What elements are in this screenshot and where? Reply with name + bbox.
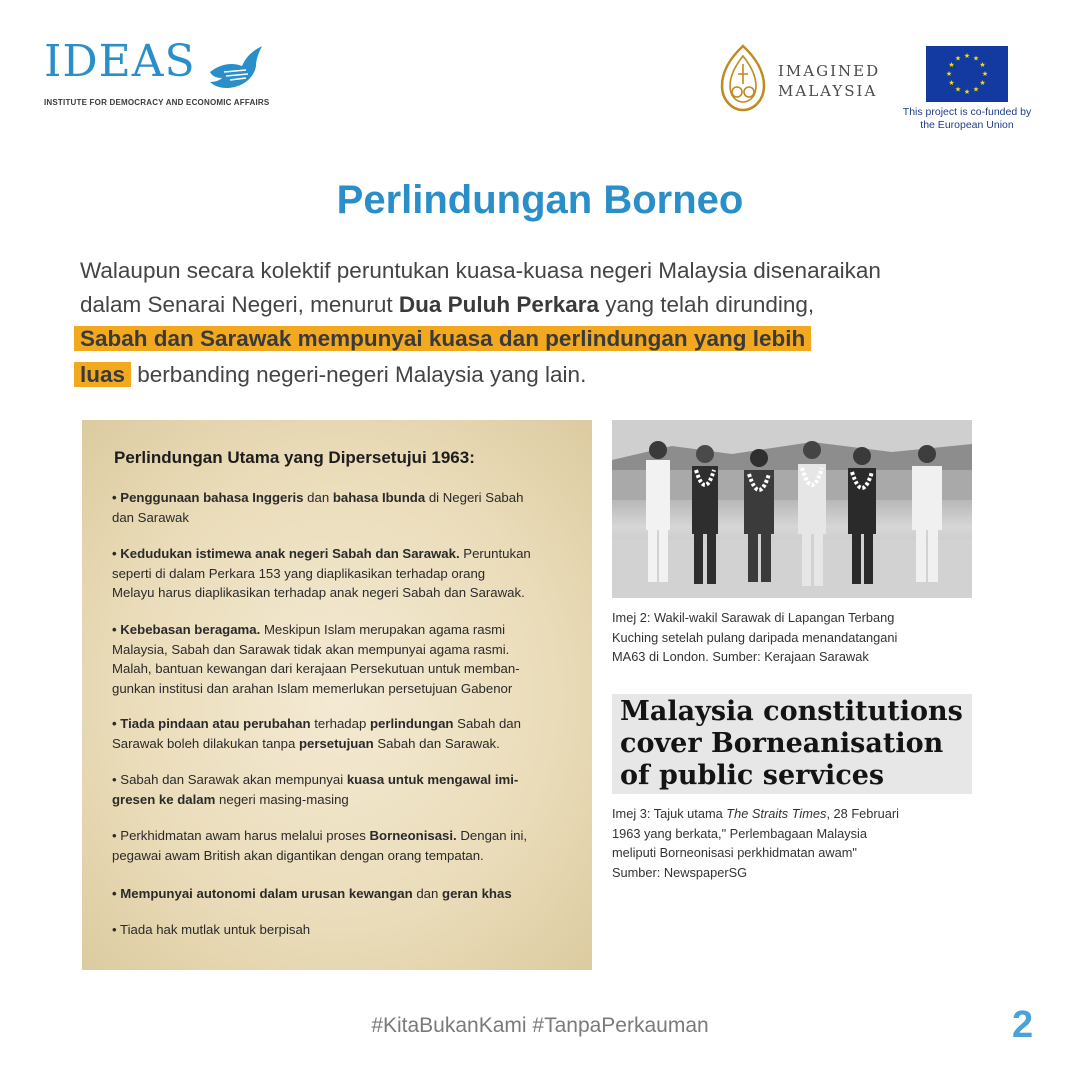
headline-line-2: cover Borneanisation (620, 728, 944, 759)
svg-text:★: ★ (979, 79, 986, 87)
intro-line-4: luas berbanding negeri-negeri Malaysia yang lain. (74, 359, 586, 391)
imagined-malaysia-emblem-icon (718, 44, 768, 112)
malaysia-text: MALAYSIA (778, 82, 878, 100)
intro-line-1: Walaupun secara kolektif peruntukan kuasa-kuasa negeri Malaysia disenaraikan (80, 258, 881, 283)
ideas-logo-text: IDEAS (44, 36, 196, 87)
newspaper-headline-clipping (612, 694, 972, 794)
eu-funding-caption (892, 106, 1042, 132)
page-title: Perlindungan Borneo (336, 178, 744, 222)
protection-item-5: • Sabah dan Sarawak akan mempunyai kuasa untuk mengawal imi- gresen ke dalam negeri masing-masing (112, 772, 519, 807)
svg-text:★: ★ (972, 54, 980, 63)
svg-text:★: ★ (948, 61, 955, 69)
eu-flag-icon (926, 46, 1008, 102)
svg-text:★: ★ (948, 79, 955, 87)
protections-panel (82, 420, 592, 970)
eu-caption-line2: the European Union (920, 119, 1014, 131)
protection-item-2: • Kedudukan istimewa anak negeri Sabah dan Sarawak. Peruntukan seperti di dalam Perkara 153 yang diaplikasikan terhadap orang Melayu harus diaplikasikan terhadap anak negeri Sabah dan Sarawak. (112, 546, 531, 600)
imagined-text: IMAGINED (778, 62, 881, 80)
svg-text:★: ★ (972, 85, 980, 94)
sarawak-delegates-photo (612, 420, 972, 598)
intro-line-3 (74, 323, 811, 355)
ideas-subtitle: INSTITUTE FOR DEMOCRACY AND ECONOMIC AFFAIRS (44, 98, 270, 107)
intro-line-2: dalam Senarai Negeri, menurut Dua Puluh Perkara yang telah dirunding, (80, 292, 815, 317)
intro-highlight-1: Sabah dan Sarawak mempunyai kuasa dan perlindungan yang lebih (74, 326, 811, 351)
photo-caption: Imej 2: Wakil-wakil Sarawak di Lapangan Terbang Kuching setelah pulang daripada menandatangani MA63 di London. Sumber: Kerajaan Sarawak (612, 610, 898, 664)
protection-item-3: • Kebebasan beragama. Meskipun Islam merupakan agama rasmi Malaysia, Sabah dan Sarawak tidak akan mempunyai agama rasmi. Malah, bantuan kewangan dari kerajaan Persekutuan untuk memban- gunkan institusi dan arahan Islam memerlukan persetujuan Gabenor (112, 622, 520, 696)
ideas-logo (44, 36, 284, 120)
protection-item-8: • Tiada hak mutlak untuk berpisah (112, 922, 311, 937)
svg-text:★: ★ (954, 54, 962, 63)
intro-highlight-2: luas (74, 362, 131, 387)
hashtags: #KitaBukanKami #TanpaPerkauman (371, 1014, 709, 1037)
protection-item-1: • Penggunaan bahasa Inggeris dan bahasa Ibunda di Negeri Sabah dan Sarawak (112, 490, 524, 525)
bird-logo-icon (206, 42, 266, 94)
svg-text:★: ★ (963, 52, 971, 60)
headline-line-3: of public services (620, 760, 885, 791)
eu-caption-line1: This project is co-funded by (902, 106, 1032, 118)
svg-text:★: ★ (979, 61, 986, 69)
protection-item-7: • Mempunyai autonomi dalam urusan kewangan dan geran khas (112, 886, 512, 901)
protection-item-4: • Tiada pindaan atau perubahan terhadap perlindungan Sabah dan Sarawak boleh dilakukan tanpa persetujuan Sabah dan Sarawak. (112, 716, 521, 751)
svg-text:★: ★ (981, 70, 989, 78)
headline-line-1: Malaysia constitutions (620, 696, 963, 727)
svg-text:★: ★ (945, 70, 953, 78)
svg-text:★: ★ (954, 85, 962, 94)
page-number: 2 (1012, 1004, 1034, 1046)
newspaper-caption: Imej 3: Tajuk utama The Straits Times, 28 Februari 1963 yang berkata," Perlembagaan Malaysia meliputi Borneonisasi perkhidmatan awam" Sumber: NewspaperSG (612, 806, 899, 880)
svg-text:★: ★ (963, 88, 971, 96)
protection-item-6: • Perkhidmatan awam harus melalui proses Borneonisasi. Dengan ini, pegawai awam British akan digantikan dengan orang tempatan. (112, 828, 528, 863)
intro-bold-twenty-points: Dua Puluh Perkara (398, 292, 599, 317)
panel-heading: Perlindungan Utama yang Dipersetujui 1963: (114, 448, 475, 467)
